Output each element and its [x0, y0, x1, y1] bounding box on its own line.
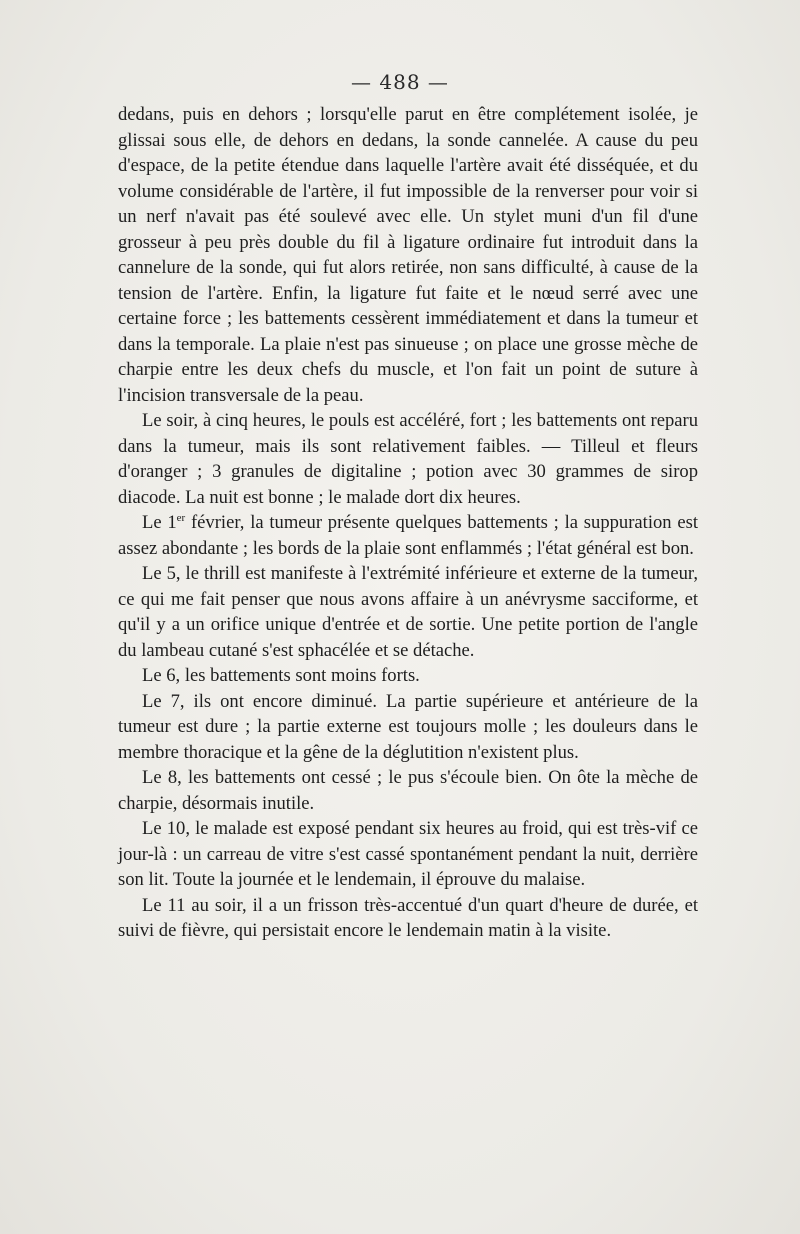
paragraph-day-6: Le 6, les battements sont moins forts. — [142, 665, 420, 686]
paragraph-day-11: Le 11 au soir, il a un frisson très-accentué d'un quart d'heure de durée, et suivi de fièvre, qui persistait encore le lendemain matin à la visite. — [118, 894, 698, 941]
paragraph-day-7: Le 7, ils ont encore diminué. La partie supérieure et antérieure de la tumeur est dure ; la partie externe est toujours molle ; les douleurs dans le membre thoracique et la gêne de la déglutition n'existent plus. — [118, 690, 698, 763]
ordinal-superscript: er — [176, 511, 186, 524]
paragraph-evening: Le soir, à cinq heures, le pouls est accéléré, fort ; les battements ont reparu dans la tumeur, mais ils sont relativement faibles. — Tilleul et fleurs d'oranger ; 3 granules de digitaline ; potion avec 30 grammes de sirop diacode. La nuit est bonne ; le malade dort dix heures. — [118, 410, 698, 508]
page-number: — 488 — — [351, 70, 449, 94]
paragraph-day-10: Le 10, le malade est exposé pendant six heures au froid, qui est très-vif ce jour-là : un carreau de vitre s'est cassé spontanément pendant la nuit, derrière son lit. Toute la journée et le lendemain, il éprouve du malaise. — [118, 818, 698, 890]
body-text — [118, 102, 698, 944]
paragraph-february-1 — [118, 510, 698, 561]
date-prefix: Le 1 — [142, 512, 177, 533]
paragraph-day-5: Le 5, le thrill est manifeste à l'extrémité inférieure et externe de la tumeur, ce qui me fait penser que nous avons affaire à un anévrysme sacciforme, et qu'il y a un orifice unique d'entrée et de sortie. Une petite portion de l'angle du lambeau cutané s'est sphacélée et se détache. — [118, 563, 698, 661]
date-entry-text: février, la tumeur présente quelques battements ; la suppuration est assez abondante ; les bords de la plaie sont enflammés ; l'état général est bon. — [118, 512, 698, 559]
paragraph-continued: dedans, puis en dehors ; lorsqu'elle parut en être complétement isolée, je glissai sous elle, de dehors en dedans, la sonde cannelée. A cause du peu d'espace, de la petite étendue dans laquelle l'artère avait été disséquée, et du volume considérable de l'artère, il fut impossible de la renverser pour voir si un nerf n'avait pas été soulevé avec elle. Un stylet muni d'un fil d'une grosseur à peu près double du fil à ligature ordinaire fut introduit dans la cannelure de la sonde, qui fut alors retirée, non sans difficulté, à cause de la tension de l'artère. Enfin, la ligature fut faite et le nœud serré avec une certaine force ; les battements cessèrent immédiatement et dans la tumeur et dans la temporale. La plaie n'est pas sinueuse ; on place une grosse mèche de charpie entre les deux chefs du muscle, et l'on fait un point de suture à l'incision transversale de la peau. — [118, 104, 698, 406]
paragraph-day-8: Le 8, les battements ont cessé ; le pus s'écoule bien. On ôte la mèche de charpie, désormais inutile. — [118, 767, 698, 814]
